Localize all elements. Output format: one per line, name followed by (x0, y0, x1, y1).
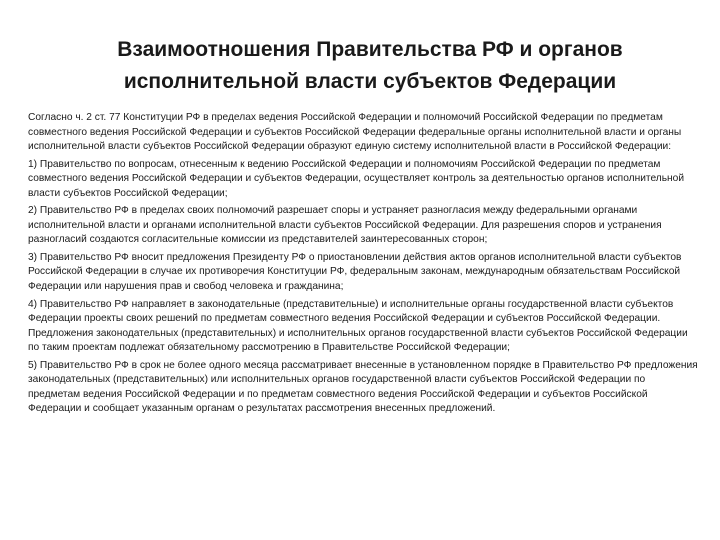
list-item-4: 4) Правительство РФ направляет в законодательные (представительные) и исполнительные органы государственной власти субъектов Федерации проекты своих решений по предметам совместного ведения Российской Федерации и субъектов Российской Федерации. Предложения законодательных (представительных) и исполнительных органов государственной власти субъектов Российской Федерации по таким проектам подлежат обязательному рассмотрению в Правительстве Российской Федерации; (28, 298, 688, 354)
slide-title-line-2: исполнительной власти субъектов Федерации (123, 70, 617, 93)
slide-title-line-1: Взаимоотношения Правительства РФ и органов (117, 38, 623, 61)
list-item-1: 1) Правительство по вопросам, отнесенным к ведению Российской Федерации и полномочиям Российской Федерации по предметам совместного ведения Российской Федерации и субъектов Федерации, осуществляет контроль за деятельностью органов исполнительной власти субъектов Российской Федерации; (28, 158, 685, 199)
list-item-3: 3) Правительство РФ вносит предложения Президенту РФ о приостановлении действия актов органов исполнительной власти субъектов Российской Федерации в случае их противоречия Конституции РФ, федеральным законам, международным обязательствам Российской Федерации или нарушения прав и свобод человека и гражданина; (28, 251, 682, 293)
list-item-2: 2) Правительство РФ в пределах своих полномочий разрешает споры и устраняет разногласия между федеральными органами исполнительной власти и органами исполнительной власти субъектов Российской Федерации. Для разрешения споров и устранения разногласий создаются согласительные комиссии из представителей заинтересованных сторон; (28, 205, 662, 246)
intro-paragraph: Согласно ч. 2 ст. 77 Конституции РФ в пределах ведения Российской Федерации и полномочий Российской Федерации по предметам совместного ведения Российской Федерации и субъектов Российской Федерации федеральные органы исполнительной власти и органы исполнительной власти субъектов Российской Федерации образуют единую систему исполнительной власти в Российской Федерации: (28, 112, 682, 153)
list-item-5: 5) Правительство РФ в срок не более одного месяца рассматривает внесенные в установленном порядке в Правительство РФ предложения законодательных (представительных) или исполнительных органов государственной власти субъектов Российской Федерации по предметам ведения Российской Федерации и по предметам совместного ведения Российской Федерации и субъектов Российской Федерации и сообщает указанным органам о результатах рассмотрения внесенных предложений. (28, 359, 698, 415)
slide-title (40, 34, 700, 98)
slide-body (28, 111, 700, 420)
